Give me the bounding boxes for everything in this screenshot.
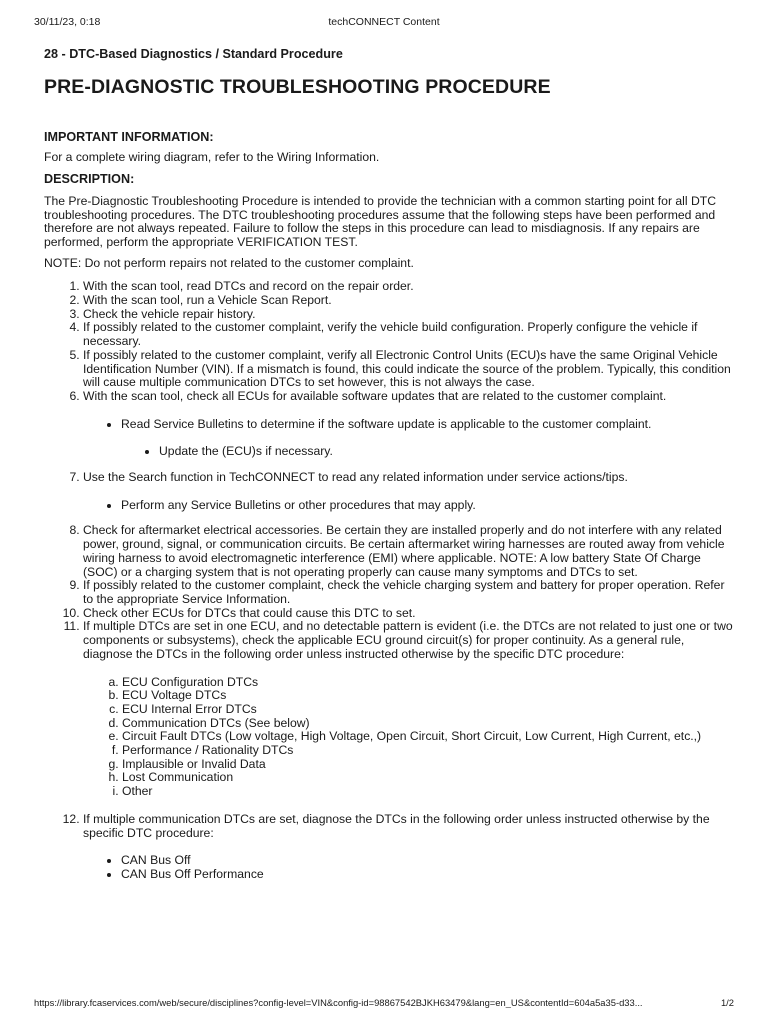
dtc-order-item	[122, 703, 734, 717]
dtc-order-text: Circuit Fault DTCs (Low voltage, High Voltage, Open Circuit, Short Circuit, Low Current, High Current, etc.,)	[122, 729, 702, 744]
bullet-item	[121, 418, 734, 459]
dtc-order-item	[122, 676, 734, 690]
comm-order-text: CAN Bus Off	[121, 853, 191, 868]
comm-order-item	[121, 868, 734, 882]
step-item	[83, 579, 734, 606]
dtc-order-text: Communication DTCs (See below)	[122, 715, 310, 730]
comm-order-list	[83, 854, 734, 881]
dtc-order-text: Other	[122, 784, 153, 799]
step-6-sub-bullets	[121, 445, 734, 459]
dtc-order-text: ECU Internal Error DTCs	[122, 701, 257, 716]
step-text: With the scan tool, read DTCs and record on the repair order.	[83, 279, 414, 294]
step-text: Check the vehicle repair history.	[83, 306, 256, 321]
dtc-order-text: ECU Voltage DTCs	[122, 688, 227, 703]
step-item	[83, 813, 734, 882]
step-text: Check for aftermarket electrical accessories. Be certain they are installed properly and do not interfere with any related power, ground, signal, or communication circuits. Be certain aftermarket wiring harnesses are routed away from vehicle wiring harness to avoid electromagnetic interference (EMI) where applicable. NOTE: A low battery State Of Charge (SOC) or a charging system that is not operating properly can cause many symptoms and DTCs to set.	[83, 523, 725, 579]
step-item	[83, 308, 734, 322]
step-item	[83, 524, 734, 579]
step-text: If multiple communication DTCs are set, diagnose the DTCs in the following order unless instructed otherwise by the specific DTC procedure:	[83, 811, 710, 840]
print-datetime: 30/11/23, 0:18	[34, 16, 101, 28]
dtc-order-item	[122, 730, 734, 744]
step-text: Check other ECUs for DTCs that could cause this DTC to set.	[83, 605, 416, 620]
dtc-order-item	[122, 689, 734, 703]
step-text: With the scan tool, check all ECUs for available software updates that are related to the customer complaint.	[83, 388, 667, 403]
step-item	[83, 607, 734, 621]
bullet-text: Perform any Service Bulletins or other procedures that may apply.	[121, 497, 476, 512]
dtc-order-item	[122, 744, 734, 758]
bullet-text: Read Service Bulletins to determine if the software update is applicable to the customer complaint.	[121, 416, 652, 431]
dtc-order-text: ECU Configuration DTCs	[122, 674, 259, 689]
page-title: PRE-DIAGNOSTIC TROUBLESHOOTING PROCEDURE	[44, 75, 551, 98]
dtc-order-list	[83, 676, 734, 799]
breadcrumb: 28 - DTC-Based Diagnostics / Standard Procedure	[44, 47, 343, 61]
step-6-bullets	[83, 418, 734, 459]
step-item	[83, 280, 734, 294]
step-text: If possibly related to the customer complaint, verify the vehicle build configuration. Properly configure the vehicle if necessary.	[83, 320, 698, 349]
print-app-title: techCONNECT Content	[328, 16, 440, 28]
dtc-order-item	[122, 717, 734, 731]
dtc-order-item	[122, 785, 734, 799]
document-body	[44, 48, 734, 882]
step-text: Use the Search function in TechCONNECT to read any related information under service actions/tips.	[83, 470, 628, 485]
sub-bullet-text: Update the (ECU)s if necessary.	[159, 444, 333, 459]
step-text: If possibly related to the customer complaint, check the vehicle charging system and battery for proper operation. Refer to the appropriate Service Information.	[83, 578, 725, 606]
print-footer	[34, 997, 734, 1011]
dtc-order-text: Lost Communication	[122, 770, 234, 785]
bullet-item	[121, 499, 734, 513]
sub-bullet-item	[159, 445, 734, 459]
dtc-order-item	[122, 758, 734, 772]
page-number: 1/2	[720, 997, 734, 1008]
important-info-text: For a complete wiring diagram, refer to the Wiring Information.	[44, 150, 380, 165]
dtc-order-text: Performance / Rationality DTCs	[122, 743, 294, 758]
comm-order-text: CAN Bus Off Performance	[121, 866, 264, 881]
source-url: https://library.fcaservices.com/web/secure/disciplines?config-level=VIN&config-id=98867542BJKH63479&lang=en_US&contentId=604a5a35-d33...	[34, 997, 643, 1008]
note-text: NOTE: Do not perform repairs not related to the customer complaint.	[44, 255, 414, 270]
step-item	[83, 294, 734, 308]
description-heading: DESCRIPTION:	[44, 172, 135, 187]
print-header	[34, 16, 734, 30]
step-7-bullets	[83, 499, 734, 513]
step-item	[83, 321, 734, 348]
step-item	[83, 620, 734, 798]
step-text: If possibly related to the customer complaint, verify all Electronic Control Units (ECU)s have the same Original Vehicle Identification Number (VIN). If a mismatch is found, this could indicate the source of the problem. Typically, this condition will cause multiple communication DTCs to set however, this is not always the case.	[83, 347, 731, 390]
step-item	[83, 471, 734, 512]
step-item	[83, 349, 734, 390]
procedure-steps	[44, 280, 734, 881]
step-item	[83, 390, 734, 459]
important-info-heading: IMPORTANT INFORMATION:	[44, 129, 214, 144]
dtc-order-text: Implausible or Invalid Data	[122, 756, 266, 771]
step-text: With the scan tool, run a Vehicle Scan Report.	[83, 293, 332, 308]
comm-order-item	[121, 854, 734, 868]
description-text: The Pre-Diagnostic Troubleshooting Procedure is intended to provide the technician with a common starting point for all DTC troubleshooting procedures. The DTC troubleshooting procedures assume that the following steps have been performed and therefore are not always repeated. Failure to follow the steps in this procedure can lead to misdiagnosis. If any repairs are performed, perform the appropriate VERIFICATION TEST.	[44, 193, 717, 249]
step-text: If multiple DTCs are set in one ECU, and no detectable pattern is evident (i.e. the DTCs are not related to just one or two components or subsystems), check the applicable ECU ground circuit(s) for proper continuity. As a general rule, diagnose the DTCs in the following order unless instructed otherwise by the specific DTC procedure:	[83, 619, 733, 661]
dtc-order-item	[122, 771, 734, 785]
